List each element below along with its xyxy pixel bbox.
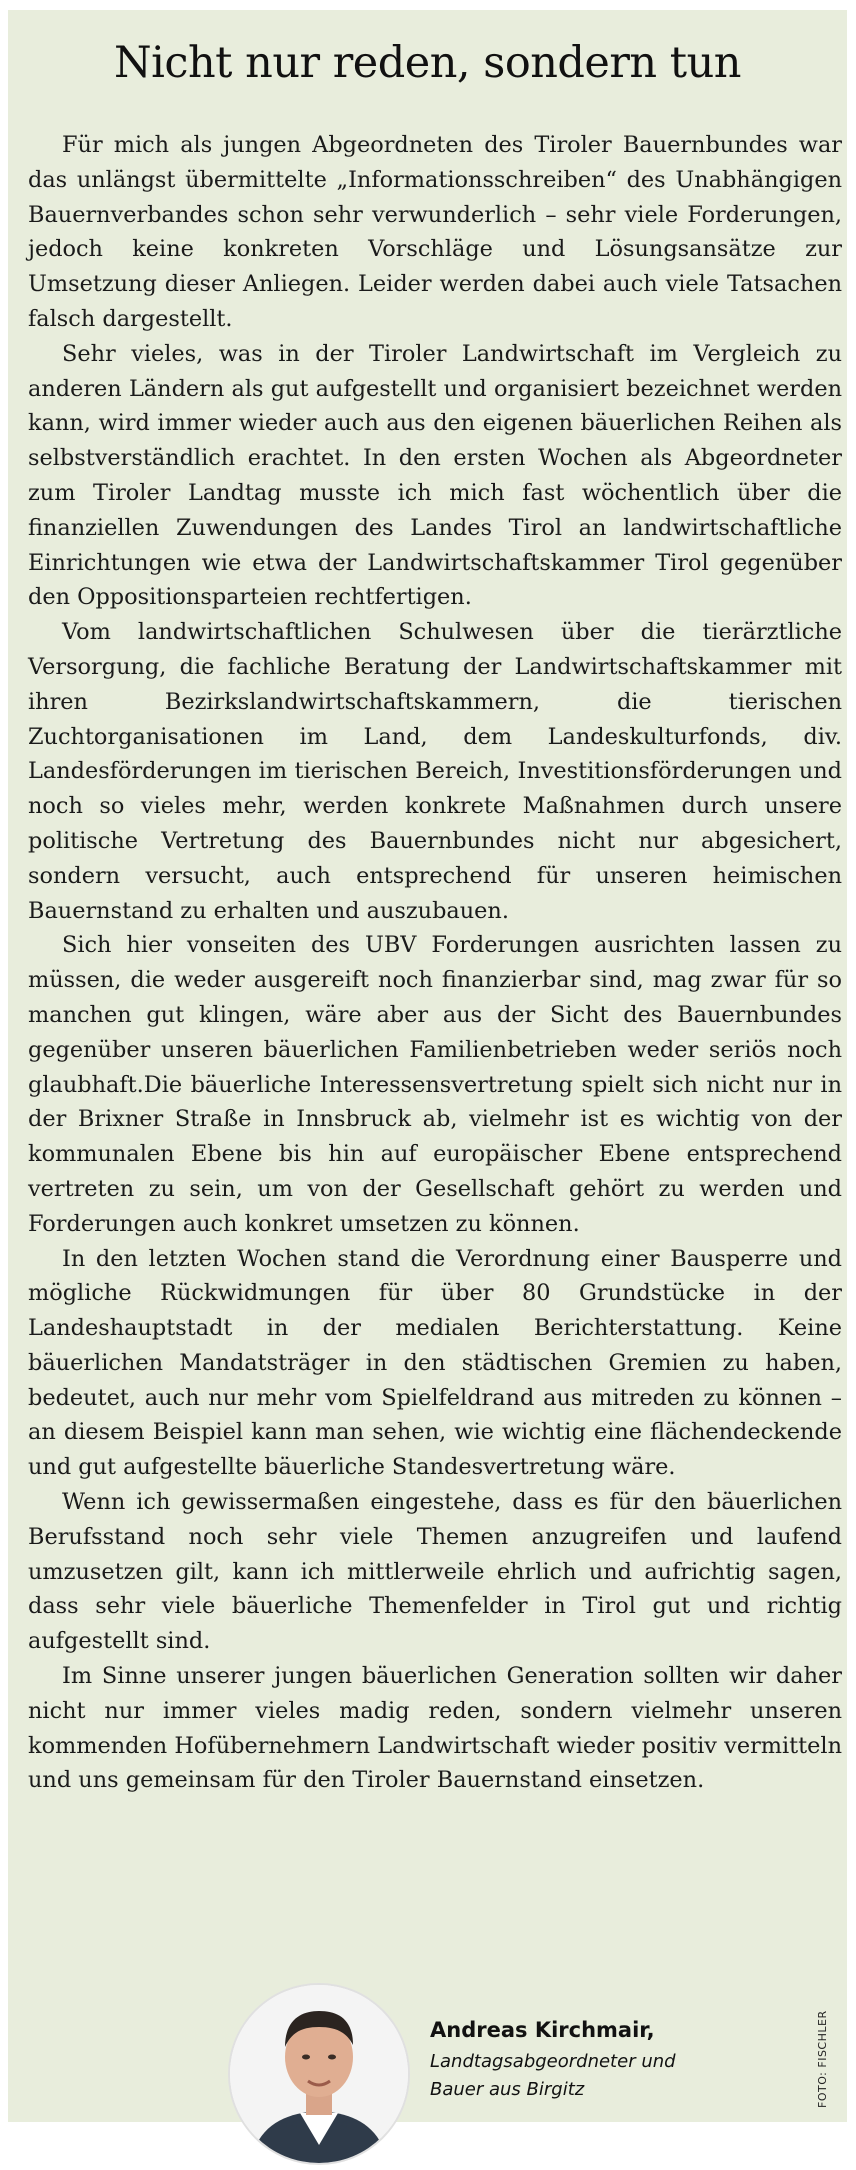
article-headline: Nicht nur reden, sondern tun [114,38,741,88]
paragraph-2: Sehr vieles, was in der Tiroler Landwirtschaft im Vergleich zu anderen Ländern als gut aufgestellt und organisiert bezeichnet werden kann, wird immer wieder auch aus den eigenen bäuerlichen Reihen als selbstverständlich erachtet. In den ersten Wochen als Abgeordneter zum Tiroler Landtag musste ich mich fast wöchentlich über die finanziellen Zuwendungen des Landes Tirol an landwirtschaftliche Einrichtungen wie etwa der Landwirtschaftskammer Tirol gegenüber den Oppositionsparteien rechtfertigen. [28,340,842,611]
author-role-line-1: Landtagsabgeordneter und [430,2051,676,2072]
paragraph-3: Vom landwirtschaftlichen Schulwesen über die tierärztliche Versorgung, die fachliche Beratung der Landwirtschaftskammer mit ihren Bezirkslandwirtschaftskammern, die tierischen Zuchtorganisationen im Land, dem Landeskulturfonds, div. Landesförderungen im tierischen Bereich, Investitionsförderungen und noch so vieles mehr, werden konkrete Maßnahmen durch unsere politische Vertretung des Bauernbundes nicht nur abgesichert, sondern versucht, auch entsprechend für unseren heimischen Bauernstand zu erhalten und auszubauen. [28,619,842,924]
paragraph-5: In den letzten Wochen stand die Verordnung einer Bausperre und mögliche Rückwidmungen für über 80 Grundstücke in der Landeshauptstadt in der medialen Berichterstattung. Keine bäuerlichen Mandatsträger in den städtischen Gremien zu haben, bedeutet, auch nur mehr vom Spielfeldrand aus mitreden zu können – an diesem Beispiel kann man sehen, wie wichtig eine flächendeckende und gut aufgestellte bäuerliche Standesvertretung wäre. [28,1245,842,1481]
author-role-line-2: Bauer aus Birgitz [430,2079,585,2100]
article-panel [8,10,847,2122]
paragraph-1: Für mich als jungen Abgeordneten des Tiroler Bauernbundes war das unlängst übermittelte „Informationsschreiben“ des Unabhängigen Bauernverbandes schon sehr verwunderlich – sehr viele Forderungen, jedoch keine konkreten Vorschläge und Lösungsansätze zur Umsetzung dieser Anliegen. Leider werden dabei auch viele Tatsachen falsch dargestellt. [28,132,842,332]
author-photo [230,1985,408,2163]
article-body [28,128,842,1798]
paragraph-6: Wenn ich gewissermaßen eingestehe, dass es für den bäuerlichen Berufsstand noch sehr viele Themen anzugreifen und laufend umzusetzen gilt, kann ich mittlerweile ehrlich und aufrichtig sagen, dass sehr viele bäuerliche Themenfelder in Tirol gut und richtig aufgestellt sind. [28,1489,842,1655]
paragraph-4: Sich hier vonseiten des UBV Forderungen ausrichten lassen zu müssen, die weder ausgereift noch finanzierbar sind, mag zwar für so manchen gut klingen, wäre aber aus der Sicht des Bauernbundes gegenüber unseren bäuerlichen Familienbetrieben weder seriös noch glaubhaft.Die bäuerliche Interessensvertretung spielt sich nicht nur in der Brixner Straße in Innsbruck ab, vielmehr ist es wichtig von der kommunalen Ebene bis hin auf europäischer Ebene entsprechend vertreten zu sein, um von der Gesellschaft gehört zu werden und Forderungen auch konkret umsetzen zu können. [28,932,842,1237]
author-portrait-icon [230,1985,408,2163]
author-name: Andreas Kirchmair, [430,2018,655,2042]
photo-credit: FOTO: FISCHLER [816,2010,829,2108]
paragraph-7: Im Sinne unserer jungen bäuerlichen Generation sollten wir daher nicht nur immer vieles madig reden, sondern vielmehr unseren kommenden Hofübernehmern Landwirtschaft wieder positiv vermitteln und uns gemeinsam für den Tiroler Bauernstand einsetzen. [28,1663,842,1794]
author-block [430,2018,676,2104]
